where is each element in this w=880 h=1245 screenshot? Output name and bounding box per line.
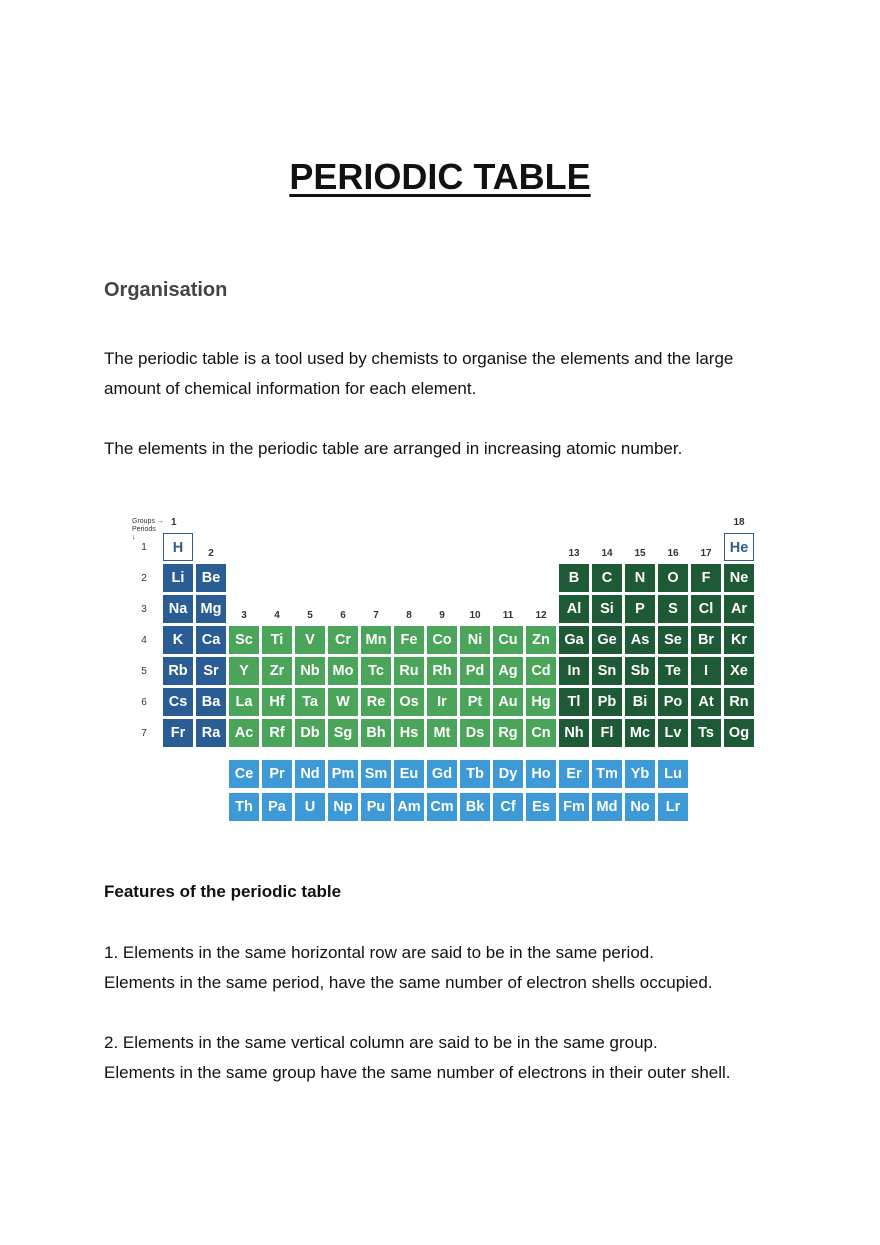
element-ni: Ni [460, 626, 490, 654]
period-number-label: 1 [141, 542, 147, 553]
element-cf: Cf [493, 793, 523, 821]
group-number-label: 17 [700, 548, 712, 559]
element-c: C [592, 564, 622, 592]
period-number-label: 2 [141, 573, 147, 584]
element-ta: Ta [295, 688, 325, 716]
element-ho: Ho [526, 760, 556, 788]
element-v: V [295, 626, 325, 654]
element-ge: Ge [592, 626, 622, 654]
organisation-paragraph-2: The elements in the periodic table are arranged in increasing atomic number. [104, 439, 683, 458]
element-at: At [691, 688, 721, 716]
group-number-label: 4 [274, 610, 280, 621]
element-rf: Rf [262, 719, 292, 747]
element-co: Co [427, 626, 457, 654]
element-og: Og [724, 719, 754, 747]
element-w: W [328, 688, 358, 716]
element-fl: Fl [592, 719, 622, 747]
feature-line: 2. Elements in the same vertical column are said to be in the same group. [104, 1033, 658, 1052]
element-xe: Xe [724, 657, 754, 685]
group-number-label: 6 [340, 610, 346, 621]
element-na: Na [163, 595, 193, 623]
element-ar: Ar [724, 595, 754, 623]
element-b: B [559, 564, 589, 592]
element-bh: Bh [361, 719, 391, 747]
element-pu: Pu [361, 793, 391, 821]
feature-line: Elements in the same period, have the same number of electron shells occupied. [104, 973, 713, 992]
group-number-label: 7 [373, 610, 379, 621]
element-h: H [163, 533, 193, 561]
element-po: Po [658, 688, 688, 716]
element-cm: Cm [427, 793, 457, 821]
group-number-label: 11 [502, 610, 514, 621]
element-u: U [295, 793, 325, 821]
feature-item-1 [104, 938, 794, 998]
element-np: Np [328, 793, 358, 821]
element-no: No [625, 793, 655, 821]
element-ca: Ca [196, 626, 226, 654]
element-tc: Tc [361, 657, 391, 685]
element-bi: Bi [625, 688, 655, 716]
element-ts: Ts [691, 719, 721, 747]
element-i: I [691, 657, 721, 685]
element-hg: Hg [526, 688, 556, 716]
group-number-label: 3 [241, 610, 247, 621]
group-number-label: 1 [171, 517, 177, 528]
element-ds: Ds [460, 719, 490, 747]
element-lv: Lv [658, 719, 688, 747]
element-yb: Yb [625, 760, 655, 788]
paragraph-line: amount of chemical information for each element. [104, 379, 477, 398]
element-pt: Pt [460, 688, 490, 716]
element-ir: Ir [427, 688, 457, 716]
period-number-label: 5 [141, 666, 147, 677]
element-sb: Sb [625, 657, 655, 685]
element-os: Os [394, 688, 424, 716]
element-sm: Sm [361, 760, 391, 788]
element-fm: Fm [559, 793, 589, 821]
element-te: Te [658, 657, 688, 685]
element-hs: Hs [394, 719, 424, 747]
feature-line: 1. Elements in the same horizontal row are said to be in the same period. [104, 943, 654, 962]
element-tb: Tb [460, 760, 490, 788]
element-li: Li [163, 564, 193, 592]
element-cd: Cd [526, 657, 556, 685]
element-dy: Dy [493, 760, 523, 788]
periods-label: Periods [132, 526, 156, 533]
feature-item-2 [104, 1028, 794, 1088]
element-pb: Pb [592, 688, 622, 716]
group-number-label: 16 [667, 548, 679, 559]
element-sr: Sr [196, 657, 226, 685]
element-in: In [559, 657, 589, 685]
element-lr: Lr [658, 793, 688, 821]
element-ba: Ba [196, 688, 226, 716]
group-number-label: 2 [208, 548, 214, 559]
element-zn: Zn [526, 626, 556, 654]
element-pm: Pm [328, 760, 358, 788]
organisation-heading: Organisation [104, 279, 228, 301]
feature-line: Elements in the same group have the same number of electrons in their outer shell. [104, 1063, 731, 1082]
element-fe: Fe [394, 626, 424, 654]
element-rb: Rb [163, 657, 193, 685]
element-br: Br [691, 626, 721, 654]
element-sc: Sc [229, 626, 259, 654]
group-number-label: 14 [601, 548, 613, 559]
groups-arrow: → [156, 518, 164, 525]
element-cu: Cu [493, 626, 523, 654]
period-number-label: 4 [141, 635, 147, 646]
element-ag: Ag [493, 657, 523, 685]
element-re: Re [361, 688, 391, 716]
element-eu: Eu [394, 760, 424, 788]
element-cn: Cn [526, 719, 556, 747]
groups-label: Groups [132, 518, 155, 525]
element-pr: Pr [262, 760, 292, 788]
element-sn: Sn [592, 657, 622, 685]
element-fr: Fr [163, 719, 193, 747]
element-rh: Rh [427, 657, 457, 685]
element-as: As [625, 626, 655, 654]
group-number-label: 15 [634, 548, 646, 559]
element-au: Au [493, 688, 523, 716]
paragraph-line: The periodic table is a tool used by chemists to organise the elements and the large [104, 349, 734, 368]
periodic-table-figure [128, 512, 758, 832]
organisation-paragraph-1 [104, 344, 794, 404]
element-ac: Ac [229, 719, 259, 747]
element-md: Md [592, 793, 622, 821]
element-zr: Zr [262, 657, 292, 685]
element-nb: Nb [295, 657, 325, 685]
element-bk: Bk [460, 793, 490, 821]
element-cr: Cr [328, 626, 358, 654]
group-number-label: 10 [469, 610, 481, 621]
element-ti: Ti [262, 626, 292, 654]
element-k: K [163, 626, 193, 654]
element-mn: Mn [361, 626, 391, 654]
element-n: N [625, 564, 655, 592]
period-number-label: 6 [141, 697, 147, 708]
element-p: P [625, 595, 655, 623]
features-heading: Features of the periodic table [104, 882, 342, 901]
element-ru: Ru [394, 657, 424, 685]
page-title: PERIODIC TABLE [289, 156, 591, 197]
element-mc: Mc [625, 719, 655, 747]
element-rn: Rn [724, 688, 754, 716]
element-cs: Cs [163, 688, 193, 716]
element-gd: Gd [427, 760, 457, 788]
element-am: Am [394, 793, 424, 821]
element-cl: Cl [691, 595, 721, 623]
element-mg: Mg [196, 595, 226, 623]
element-pd: Pd [460, 657, 490, 685]
group-number-label: 9 [439, 610, 445, 621]
element-ga: Ga [559, 626, 589, 654]
element-be: Be [196, 564, 226, 592]
element-er: Er [559, 760, 589, 788]
element-se: Se [658, 626, 688, 654]
axis-labels [132, 518, 164, 542]
element-ce: Ce [229, 760, 259, 788]
element-es: Es [526, 793, 556, 821]
element-rg: Rg [493, 719, 523, 747]
group-number-label: 18 [733, 517, 745, 528]
element-ne: Ne [724, 564, 754, 592]
element-sg: Sg [328, 719, 358, 747]
element-nh: Nh [559, 719, 589, 747]
group-number-label: 8 [406, 610, 412, 621]
element-si: Si [592, 595, 622, 623]
group-number-label: 13 [568, 548, 580, 559]
element-f: F [691, 564, 721, 592]
element-db: Db [295, 719, 325, 747]
element-mt: Mt [427, 719, 457, 747]
element-tm: Tm [592, 760, 622, 788]
element-lu: Lu [658, 760, 688, 788]
element-pa: Pa [262, 793, 292, 821]
element-la: La [229, 688, 259, 716]
period-number-label: 7 [141, 728, 147, 739]
element-nd: Nd [295, 760, 325, 788]
periods-arrow: ↓ [132, 534, 136, 541]
element-th: Th [229, 793, 259, 821]
group-number-label: 12 [535, 610, 547, 621]
period-number-label: 3 [141, 604, 147, 615]
element-tl: Tl [559, 688, 589, 716]
element-hf: Hf [262, 688, 292, 716]
element-y: Y [229, 657, 259, 685]
group-number-label: 5 [307, 610, 313, 621]
element-al: Al [559, 595, 589, 623]
element-o: O [658, 564, 688, 592]
element-ra: Ra [196, 719, 226, 747]
element-s: S [658, 595, 688, 623]
element-kr: Kr [724, 626, 754, 654]
element-mo: Mo [328, 657, 358, 685]
element-he: He [724, 533, 754, 561]
